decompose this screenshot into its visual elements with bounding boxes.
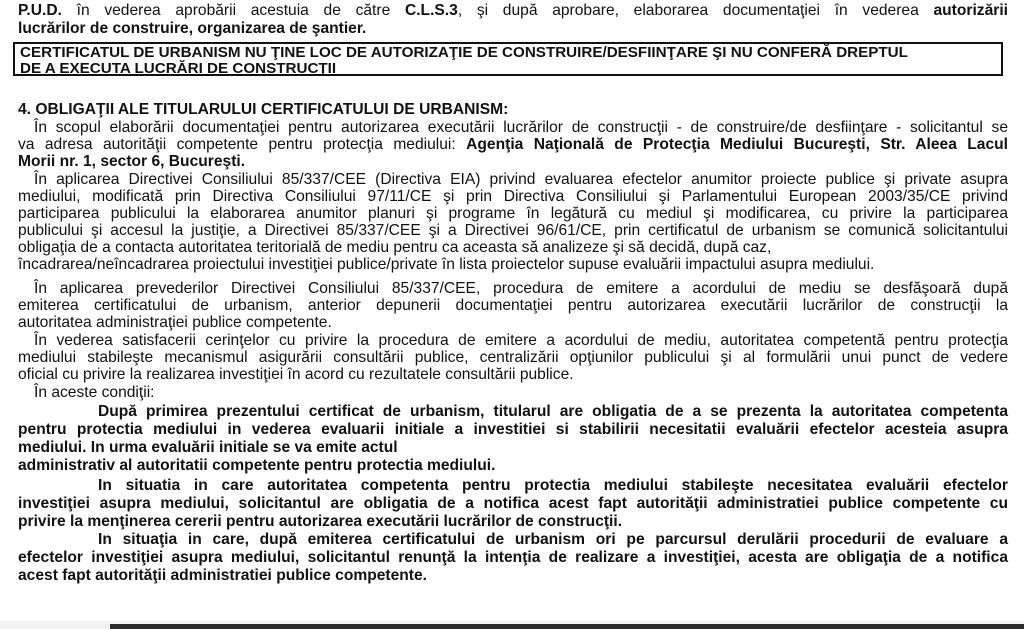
- paragraph-4-line: În vederea satisfacerii cerinţelor cu privire la procedura de emitere a acordului de mediu, autoritatea competentă pentru protecţia: [34, 332, 1008, 349]
- bold-paragraph-3-line: In situaţia in care, după emiterea certificatului de urbanism ori pe parcursul derulării procedurii de evaluare a: [98, 531, 1008, 548]
- bold-paragraph-1-line: mediului. In urma evaluării initiale se va emite actul: [18, 439, 398, 456]
- bold-paragraph-2-line: privire la menţinerea cererii pentru autorizarea executării lucrărilor de construcţii.: [18, 513, 623, 530]
- paragraph-2-line: În aplicarea Directivei Consiliului 85/337/CEE (Directiva EIA) privind evaluarea efectelor anumitor proiecte publice şi private asupra: [34, 171, 1008, 188]
- paragraph-4-line: oficial cu privire la realizarea investiţiei în acord cu rezultatele consultării publice.: [18, 366, 574, 383]
- paragraph-2-line: participarea publicului la elaborarea anumitor planuri şi programe în legătură cu mediul şi modificarea, cu privire la participarea: [18, 205, 1008, 222]
- bold-paragraph-1-line: După primirea prezentului certificat de urbanism, titularul are obligatia de a se prezenta la autoritatea competenta: [98, 403, 1008, 420]
- paragraph-2-line: obligaţia de a contacta autoritatea teritorială de mediu pentru ca aceasta să analizeze şi să decidă, după caz,: [18, 239, 772, 256]
- paragraph-3-line: autoritatea administraţiei publice competente.: [18, 314, 332, 331]
- bold-paragraph-3-line: efectelor investiţiei asupra mediului, solicitantul renunţă la intenţia de realizare a investiţiei, acesta are obligaţia de a notifica: [18, 549, 1008, 566]
- paragraph-2-line: mediului, modificată prin Directiva Consiliului 97/11/CE şi prin Directiva Consiliului şi Parlamentului European 2003/35/CE privind: [18, 188, 1008, 205]
- bold-paragraph-1-line: pentru protectia mediului in vederea evaluarii initiale a investitiei si stabilirii necesitatii evaluării efectelor acesteia asupra: [18, 421, 1008, 438]
- notice-line-1: CERTIFICATUL DE URBANISM NU ŢINE LOC DE AUTORIZAŢIE DE CONSTRUIRE/DESFIINŢARE ŞI NU CONFERĂ DREPTUL: [20, 44, 908, 61]
- top-line-2: lucrărilor de construire, organizarea de şantier.: [18, 20, 367, 37]
- paragraph-3-line: emiterea certificatului de urbanism, anterior depunerii documentaţiei pentru autorizarea executării lucrărilor de construcţii la: [18, 297, 1008, 314]
- scan-bottom-shadow: [110, 624, 1024, 629]
- paragraph-2-line: încadrarea/neîncadrarea proiectului investiţiei publice/private în lista proiectelor supuse evaluării impactului asupra mediului.: [18, 256, 875, 273]
- paragraph-1-line-2: va adresa autorităţii competente pentru protecţia mediului: Agenţia Naţională de Protecţia Mediului Bucureşti, Str. Aleea Lacul: [18, 136, 1009, 153]
- bold-paragraph-3-line: acest fapt autorităţii administratiei publice competente.: [18, 567, 427, 584]
- paragraph-3-line: În aplicarea prevederilor Directivei Consiliului 85/337/CEE, procedura de emitere a acordului de mediu se desfăşoară după: [34, 280, 1008, 297]
- conditions-intro: În aceste condiţii:: [34, 384, 155, 401]
- bold-paragraph-2-line: investiţiei asupra mediului, solicitantul are obligatia de a notifica acest fapt autorităţii administratiei publice competente cu: [18, 495, 1008, 512]
- urbanism-notice-box: [13, 42, 1003, 76]
- paragraph-1-line-3: Morii nr. 1, sector 6, Bucureşti.: [18, 153, 246, 170]
- paragraph-1-line-1: În scopul elaborării documentaţiei pentru autorizarea executării lucrărilor de construcţii - de construire/de desfiinţare - solicitantul se: [34, 119, 1008, 136]
- top-line-1: P.U.D. în vederea aprobării acestuia de către C.L.S.3, şi după aprobare, elaborarea documentaţiei în vederea autorizării: [18, 2, 1008, 19]
- bold-paragraph-2-line: In situatia in care autoritatea competenta pentru protectia mediului stabileşte necesitatea evaluării efectelor: [98, 477, 1008, 494]
- paragraph-2-line: publicului şi accesul la justiţie, a Directivei 85/337/CEE şi a Directivei 96/61/CE, prin certificatul de urbanism se comunică solicitantului: [18, 222, 1008, 239]
- notice-line-2: DE A EXECUTA LUCRĂRI DE CONSTRUCŢII: [20, 59, 337, 77]
- section-title: 4. OBLIGAŢII ALE TITULARULUI CERTIFICATULUI DE URBANISM:: [18, 101, 509, 118]
- bold-paragraph-1-line: administrativ al autoritatii competente pentru protectia mediului.: [18, 457, 496, 474]
- paragraph-4-line: mediului stabileşte mecanismul asigurării consultării publice, centralizării opţiunilor publicului şi al formulării unui punct de vedere: [18, 349, 1008, 366]
